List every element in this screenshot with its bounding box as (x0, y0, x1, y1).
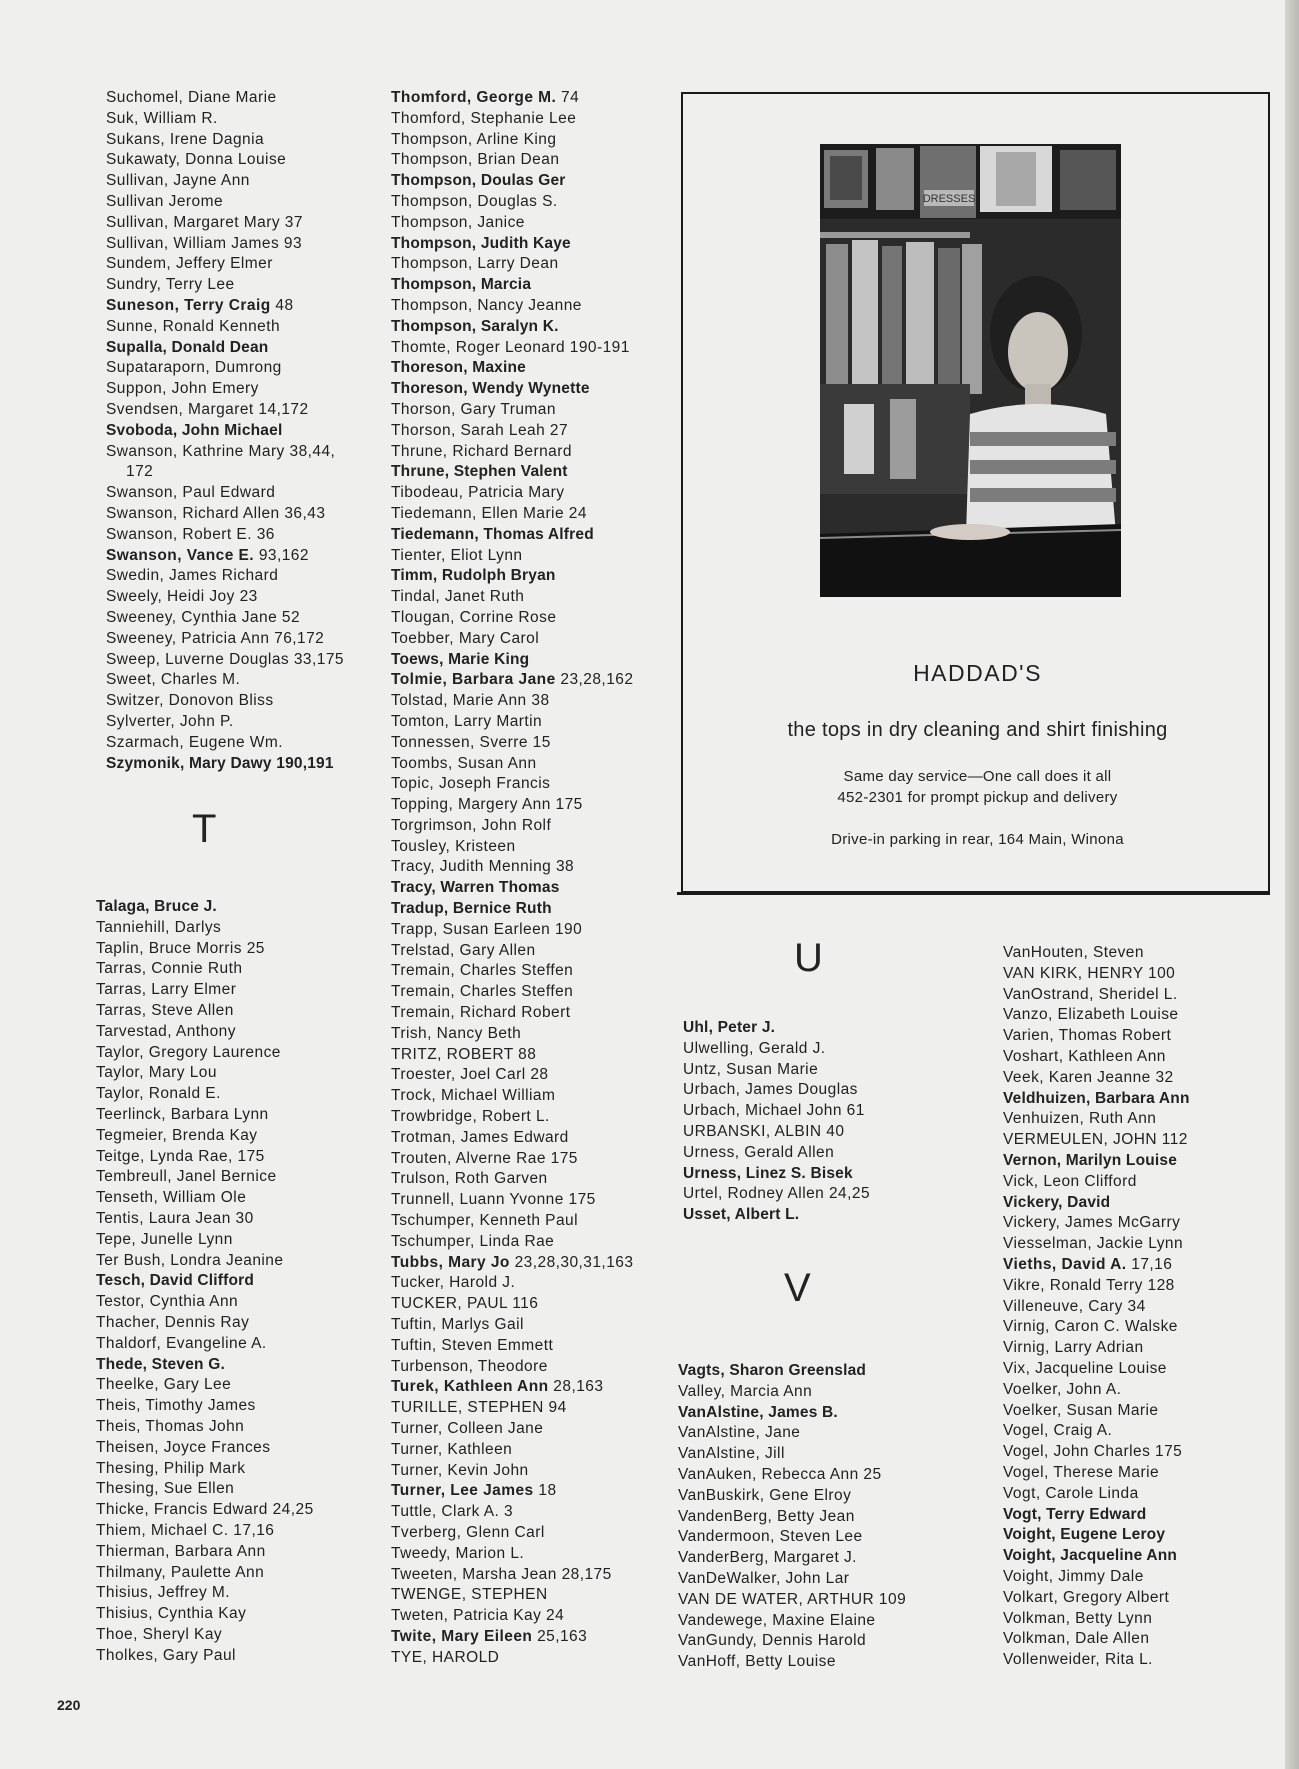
index-entry: Thede, Steven G. (96, 1355, 225, 1373)
index-entry: Veek, Karen Jeanne 32 (1003, 1068, 1174, 1086)
index-entry: Supalla, Donald Dean (106, 338, 269, 356)
index-entry: Tradup, Bernice Ruth (391, 900, 552, 918)
index-entry: Toews, Marie King (391, 650, 530, 668)
index-entry: Thrune, Richard Bernard (391, 442, 572, 460)
index-entry: Teerlinck, Barbara Lynn (96, 1105, 269, 1123)
index-entry: Sundem, Jeffery Elmer (106, 255, 273, 273)
index-entry: Thesing, Philip Mark (96, 1459, 246, 1477)
index-entry: Suchomel, Diane Marie (106, 89, 277, 106)
index-entry: Thrune, Stephen Valent (391, 463, 568, 481)
index-entry: Thompson, Doulas Ger (391, 172, 566, 190)
entry-pages: 25,163 (532, 1627, 588, 1645)
index-entry: Tomton, Larry Martin (391, 712, 543, 730)
index-entry: Voight, Eugene Leroy (1003, 1526, 1166, 1544)
index-entry: Urtel, Rodney Allen 24,25 (683, 1185, 871, 1203)
index-entry: Theis, Thomas John (96, 1417, 245, 1435)
entry-pages: 28,163 (548, 1378, 604, 1396)
index-entry: Tesch, David Clifford (96, 1272, 255, 1290)
index-entry: Thompson, Brian Dean (391, 151, 560, 169)
index-entry: TYE, HAROLD (391, 1648, 500, 1666)
index-entry: Tremain, Charles Steffen (391, 983, 574, 1001)
index-entry: Urness, Linez S. Bisek (683, 1164, 853, 1182)
index-entry (391, 1377, 633, 1398)
index-entry: Tweeten, Marsha Jean 28,175 (391, 1565, 612, 1583)
index-entry: Trelstad, Gary Allen (391, 941, 536, 959)
index-entry (391, 88, 633, 109)
index-entry: Voight, Jimmy Dale (1003, 1567, 1144, 1585)
index-entry: Taplin, Bruce Morris 25 (96, 939, 265, 957)
index-entry: Szymonik, Mary Dawy 190,191 (106, 754, 334, 772)
index-entry: Volkman, Dale Allen (1003, 1630, 1150, 1648)
index-entry: Turbenson, Theodore (391, 1357, 548, 1375)
index-entry: Tanniehill, Darlys (96, 918, 222, 936)
ad-tagline: the tops in dry cleaning and shirt finishing (787, 719, 1168, 741)
index-entry: Vandewege, Maxine Elaine (678, 1611, 876, 1629)
index-entry: Vickery, James McGarry (1003, 1214, 1181, 1232)
entry-pages: 93,162 (254, 546, 309, 564)
index-entry: Thacher, Dennis Ray (96, 1313, 250, 1331)
index-entry: Voelker, John A. (1003, 1380, 1122, 1398)
index-entry: Timm, Rudolph Bryan (391, 567, 556, 585)
index-entry: Thierman, Barbara Ann (96, 1542, 266, 1560)
index-entry: VanOstrand, Sheridel L. (1003, 985, 1178, 1003)
entry-name: Turek, Kathleen Ann (391, 1378, 549, 1396)
index-entry: Tweedy, Marion L. (391, 1544, 525, 1562)
index-entry: VanAuken, Rebecca Ann 25 (678, 1465, 882, 1483)
index-entry: Thompson, Judith Kaye (391, 234, 571, 252)
index-entry: Swedin, James Richard (106, 567, 279, 585)
index-column-t-right (391, 88, 633, 1669)
index-entry: VanderBerg, Margaret J. (678, 1549, 857, 1567)
index-entry: Thilmany, Paulette Ann (96, 1563, 265, 1581)
index-entry: Tlougan, Corrine Rose (391, 608, 557, 626)
index-entry: Tindal, Janet Ruth (391, 588, 525, 606)
index-entry: Turner, Kathleen (391, 1440, 513, 1458)
index-entry: Thesing, Sue Ellen (96, 1480, 235, 1498)
index-entry: URBANSKI, ALBIN 40 (683, 1122, 845, 1140)
entry-pages: 23,28,30,31,163 (509, 1253, 634, 1271)
index-entry: Swanson, Richard Allen 36,43 (106, 504, 326, 522)
index-entry: Volkman, Betty Lynn (1003, 1609, 1153, 1627)
index-entry: Thoe, Sheryl Kay (96, 1625, 223, 1643)
index-entry: Supataraporn, Dumrong (106, 359, 282, 377)
index-entry: Tracy, Judith Menning 38 (391, 858, 575, 876)
index-entry: Svoboda, John Michael (106, 421, 283, 439)
section-letter-t: T (192, 807, 217, 851)
index-entry: Tibodeau, Patricia Mary (391, 484, 565, 502)
index-entry: Tholkes, Gary Paul (96, 1646, 236, 1664)
index-column-v-right (1003, 943, 1190, 1671)
entry-name: Suneson, Terry Craig (106, 296, 271, 314)
index-entry: Villeneuve, Cary 34 (1003, 1297, 1146, 1315)
index-entry: Thompson, Larry Dean (391, 255, 559, 273)
index-entry: Urness, Gerald Allen (683, 1143, 835, 1161)
index-entry: Tremain, Richard Robert (391, 1004, 571, 1022)
index-entry: Sukans, Irene Dagnia (106, 130, 265, 148)
index-entry: Sullivan, Jayne Ann (106, 172, 250, 190)
index-entry: Tuftin, Marlys Gail (391, 1316, 524, 1334)
index-entry: Virnig, Caron C. Walske (1003, 1318, 1178, 1336)
index-entry: Trish, Nancy Beth (391, 1024, 522, 1042)
index-entry: Thompson, Arline King (391, 130, 557, 148)
index-entry: Sukawaty, Donna Louise (106, 151, 287, 169)
index-entry: Thorson, Gary Truman (391, 400, 556, 418)
index-entry: Thomte, Roger Leonard 190-191 (391, 338, 630, 356)
index-column-v-left (678, 1361, 906, 1673)
index-entry: Untz, Susan Marie (683, 1060, 819, 1078)
index-entry: Tweten, Patricia Kay 24 (391, 1607, 565, 1625)
index-entry: Tucker, Harold J. (391, 1274, 516, 1292)
index-entry: Thomford, Stephanie Lee (391, 109, 577, 127)
index-entry: Tarras, Larry Elmer (96, 981, 237, 999)
index-entry: Sweet, Charles M. (106, 671, 241, 689)
index-entry: VanDeWalker, John Lar (678, 1569, 850, 1587)
index-entry (106, 296, 344, 317)
index-entry: VandenBerg, Betty Jean (678, 1507, 855, 1525)
index-entry: Ter Bush, Londra Jeanine (96, 1251, 284, 1269)
index-entry: Venhuizen, Ruth Ann (1003, 1110, 1157, 1128)
index-entry: Sullivan Jerome (106, 192, 224, 210)
entry-name: Turner, Lee James (391, 1482, 534, 1500)
index-entry: Vagts, Sharon Greenslad (678, 1362, 867, 1379)
entry-pages: 17,16 (1126, 1255, 1173, 1273)
index-entry: Suppon, John Emery (106, 380, 259, 398)
index-entry: Tremain, Charles Steffen (391, 962, 574, 980)
index-entry: Tienter, Eliot Lynn (391, 546, 523, 564)
index-entry: Tarvestad, Anthony (96, 1022, 236, 1040)
index-entry: VanAlstine, James B. (678, 1403, 838, 1421)
index-entry: Toebber, Mary Carol (391, 629, 540, 647)
haddads-advertisement (681, 92, 1270, 893)
index-entry: Voight, Jacqueline Ann (1003, 1547, 1178, 1565)
section-letter-u: U (794, 936, 823, 980)
index-entry: Taylor, Mary Lou (96, 1064, 217, 1082)
index-entry: Tenseth, William Ole (96, 1189, 247, 1207)
index-entry: Tracy, Warren Thomas (391, 879, 560, 897)
index-entry: Thompson, Saralyn K. (391, 317, 559, 335)
page-number: 220 (57, 1697, 81, 1713)
index-entry: Sweeney, Patricia Ann 76,172 (106, 629, 325, 647)
index-column-u (683, 1018, 870, 1226)
index-entry: Varien, Thomas Robert (1003, 1027, 1172, 1045)
woman-at-counter-photo (820, 144, 1121, 597)
index-entry: Voshart, Kathleen Ann (1003, 1047, 1166, 1065)
index-entry: Ulwelling, Gerald J. (683, 1039, 826, 1057)
entry-pages: 48 (270, 296, 294, 314)
entry-name: Swanson, Vance E. (106, 546, 255, 564)
index-entry: Swanson, Kathrine Mary 38,44, (106, 442, 336, 460)
index-entry: Sullivan, Margaret Mary 37 (106, 213, 303, 231)
index-entry: Tolstad, Marie Ann 38 (391, 692, 550, 710)
index-entry: Vogel, Craig A. (1003, 1422, 1113, 1440)
index-entry: VanGundy, Dennis Harold (678, 1632, 867, 1650)
index-entry: TWENGE, STEPHEN (391, 1586, 548, 1604)
index-entry: Virnig, Larry Adrian (1003, 1339, 1144, 1357)
index-entry: Tschumper, Kenneth Paul (391, 1212, 578, 1230)
index-entry: Trotman, James Edward (391, 1128, 569, 1146)
index-entry: Swanson, Paul Edward (106, 484, 276, 502)
ad-phone-line: 452-2301 for prompt pickup and delivery (837, 789, 1118, 806)
index-entry: Trowbridge, Robert L. (391, 1108, 550, 1126)
index-entry: Valley, Marcia Ann (678, 1382, 813, 1400)
index-entry: Urbach, James Douglas (683, 1081, 858, 1099)
index-entry: Tuftin, Steven Emmett (391, 1336, 554, 1354)
index-entry: Uhl, Peter J. (683, 1019, 776, 1036)
index-entry: Thisius, Jeffrey M. (96, 1584, 231, 1602)
index-entry: Switzer, Donovon Bliss (106, 692, 274, 710)
index-entry: Veldhuizen, Barbara Ann (1003, 1089, 1190, 1107)
index-entry: Tarras, Connie Ruth (96, 960, 243, 978)
index-entry: Thorson, Sarah Leah 27 (391, 421, 569, 439)
page-gutter-shadow (1285, 0, 1299, 1769)
index-entry: Tepe, Junelle Lynn (96, 1230, 233, 1248)
index-entry (391, 670, 633, 691)
index-entry (391, 1627, 633, 1648)
index-entry: Urbach, Michael John 61 (683, 1102, 865, 1120)
index-entry (391, 1481, 633, 1502)
index-entry: Troester, Joel Carl 28 (391, 1066, 549, 1084)
index-entry: Tonnessen, Sverre 15 (391, 733, 551, 751)
index-entry: Thompson, Marcia (391, 276, 532, 294)
index-entry: Sylverter, John P. (106, 712, 234, 730)
index-entry: Testor, Cynthia Ann (96, 1293, 239, 1311)
index-entry: Volkart, Gregory Albert (1003, 1588, 1170, 1606)
index-entry: Vogt, Terry Edward (1003, 1505, 1147, 1523)
index-entry: Sweeney, Cynthia Jane 52 (106, 608, 301, 626)
index-entry: Voelker, Susan Marie (1003, 1401, 1159, 1419)
index-entry: Vikre, Ronald Terry 128 (1003, 1276, 1175, 1294)
index-entry: Suk, William R. (106, 109, 218, 127)
index-entry: Tousley, Kristeen (391, 837, 516, 855)
index-entry: Vandermoon, Steven Lee (678, 1528, 863, 1546)
index-entry: Trouten, Alverne Rae 175 (391, 1149, 578, 1167)
index-entry: Theis, Timothy James (96, 1397, 256, 1415)
index-entry: Thisius, Cynthia Kay (96, 1605, 247, 1623)
entry-name: Vieths, David A. (1003, 1255, 1127, 1273)
index-entry: Thompson, Douglas S. (391, 192, 558, 210)
index-entry: Tverberg, Glenn Carl (391, 1523, 545, 1541)
index-entry: Thaldorf, Evangeline A. (96, 1334, 267, 1352)
index-entry: Sweely, Heidi Joy 23 (106, 588, 258, 606)
index-entry: Viesselman, Jackie Lynn (1003, 1235, 1184, 1253)
index-entry: Thompson, Janice (391, 213, 525, 231)
index-entry: VanHoff, Betty Louise (678, 1653, 836, 1671)
index-entry: Sunne, Ronald Kenneth (106, 317, 281, 335)
index-entry: Tuttle, Clark A. 3 (391, 1503, 514, 1521)
entry-name: Tolmie, Barbara Jane (391, 671, 556, 689)
index-entry: Vollenweider, Rita L. (1003, 1651, 1153, 1669)
index-entry: Theisen, Joyce Frances (96, 1438, 271, 1456)
ad-address-line: Drive-in parking in rear, 164 Main, Winona (831, 831, 1124, 848)
ad-bottom-rule (677, 892, 1270, 895)
index-entry: Svendsen, Margaret 14,172 (106, 400, 309, 418)
index-entry: Torgrimson, John Rolf (391, 816, 552, 834)
index-entry: Thiem, Michael C. 17,16 (96, 1521, 275, 1539)
index-entry: Tegmeier, Brenda Kay (96, 1126, 258, 1144)
index-entry: Sullivan, William James 93 (106, 234, 303, 252)
index-entry: Trapp, Susan Earleen 190 (391, 920, 583, 938)
entry-name: Thomford, George M. (391, 89, 557, 106)
index-entry: Tiedemann, Thomas Alfred (391, 525, 594, 543)
entry-pages: 74 (556, 89, 580, 106)
index-entry: Taylor, Gregory Laurence (96, 1043, 281, 1061)
index-entry: Teitge, Lynda Rae, 175 (96, 1147, 265, 1165)
index-entry: VAN KIRK, HENRY 100 (1003, 964, 1176, 982)
index-entry: Theelke, Gary Lee (96, 1376, 232, 1394)
index-entry: Turner, Colleen Jane (391, 1420, 544, 1437)
index-entry: Turner, Kevin John (391, 1461, 529, 1479)
index-entry: Trunnell, Luann Yvonne 175 (391, 1191, 596, 1209)
index-entry: Thompson, Nancy Jeanne (391, 296, 582, 314)
entry-name: Twite, Mary Eileen (391, 1627, 533, 1645)
index-entry: Vogt, Carole Linda (1003, 1484, 1139, 1502)
index-entry: Tschumper, Linda Rae (391, 1232, 555, 1250)
index-entry: Vanzo, Elizabeth Louise (1003, 1006, 1179, 1024)
index-entry: Vogel, John Charles 175 (1003, 1443, 1183, 1461)
index-entry: Thicke, Francis Edward 24,25 (96, 1501, 314, 1519)
index-entry: Trulson, Roth Garven (391, 1170, 548, 1188)
entry-name: Tubbs, Mary Jo (391, 1253, 510, 1271)
index-entry: VERMEULEN, JOHN 112 (1003, 1131, 1188, 1149)
index-entry: Thoreson, Maxine (391, 359, 526, 377)
index-entry: Swanson, Robert E. 36 (106, 525, 275, 543)
ad-service-line: Same day service—One call does it all (843, 768, 1112, 785)
index-entry: Topping, Margery Ann 175 (391, 796, 583, 814)
index-entry: VanAlstine, Jill (678, 1445, 785, 1463)
index-entry: Usset, Albert L. (683, 1206, 800, 1224)
ad-sign-text: DRESSES (922, 193, 976, 205)
index-entry: Vix, Jacqueline Louise (1003, 1359, 1167, 1377)
index-entry: VAN DE WATER, ARTHUR 109 (678, 1590, 907, 1608)
index-entry: Tentis, Laura Jean 30 (96, 1209, 254, 1227)
index-entry (1003, 1255, 1190, 1276)
index-entry: VanBuskirk, Gene Elroy (678, 1486, 852, 1504)
entry-pages: 18 (533, 1482, 557, 1500)
index-entry: Sundry, Terry Lee (106, 276, 235, 294)
ad-title: HADDAD'S (913, 660, 1042, 686)
index-entry: Szarmach, Eugene Wm. (106, 733, 283, 751)
index-entry: Topic, Joseph Francis (391, 775, 551, 793)
index-entry: Vickery, David (1003, 1193, 1111, 1211)
index-entry: Taylor, Ronald E. (96, 1085, 221, 1103)
index-entry: Talaga, Bruce J. (96, 898, 217, 915)
ad-photo (820, 144, 1121, 597)
index-entry (106, 546, 344, 567)
index-entry: TURILLE, STEPHEN 94 (391, 1399, 567, 1417)
index-entry: TUCKER, PAUL 116 (391, 1295, 539, 1313)
index-entry: Vick, Leon Clifford (1003, 1172, 1137, 1190)
index-column-t-left (96, 897, 314, 1666)
entry-pages: 23,28,162 (555, 671, 634, 689)
index-entry: Sweep, Luverne Douglas 33,175 (106, 650, 344, 668)
index-entry: 172 (126, 463, 154, 481)
index-entry: VanAlstine, Jane (678, 1424, 801, 1442)
index-column-s (106, 88, 344, 774)
index-entry: Trock, Michael William (391, 1087, 556, 1105)
index-entry: Vogel, Therese Marie (1003, 1463, 1160, 1481)
index-entry: Vernon, Marilyn Louise (1003, 1151, 1178, 1169)
index-entry: Toombs, Susan Ann (391, 754, 537, 772)
index-entry: Thoreson, Wendy Wynette (391, 380, 590, 398)
index-entry: Tarras, Steve Allen (96, 1001, 234, 1019)
index-entry: TRITZ, ROBERT 88 (391, 1045, 537, 1063)
index-entry: Tiedemann, Ellen Marie 24 (391, 504, 587, 522)
index-entry (391, 1253, 633, 1274)
index-entry: Tembreull, Janel Bernice (96, 1168, 277, 1186)
section-letter-v: V (784, 1266, 811, 1310)
index-entry: VanHouten, Steven (1003, 944, 1144, 961)
